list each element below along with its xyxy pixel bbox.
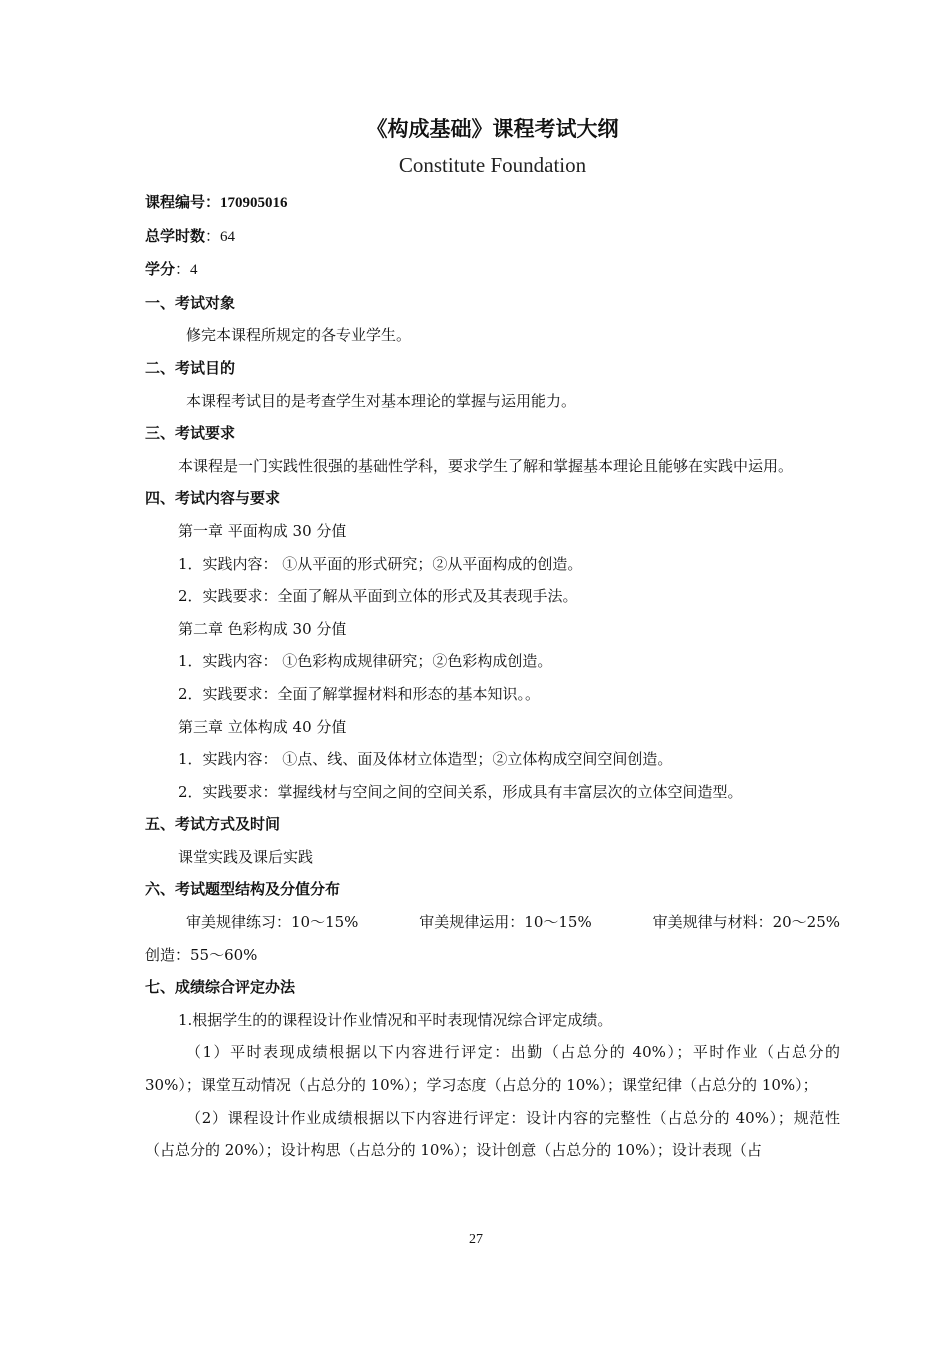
section-heading: 四、考试内容与要求 [145,489,281,508]
document-subtitle: Constitute Foundation [398,153,587,177]
section-heading: 三、考试要求 [145,424,236,443]
list-item: 2．实践要求：掌握线材与空间之间的空间关系，形成具有丰富层次的立体空间造型。 [178,782,743,801]
document-title: 《构成基础》课程考试大纲 [366,117,619,141]
total-hours-value: ：64 [205,228,236,245]
total-hours-label: 总学时数 [145,226,206,245]
document-page [145,112,840,1167]
list-item: 2．实践要求：全面了解从平面到立体的形式及其表现手法。 [178,587,578,606]
course-code [145,186,840,220]
score-item: 审美规律运用：10～15% [419,913,592,932]
chapter-title: 第三章 立体构成 40 分值 [178,717,347,736]
section-heading: 二、考试目的 [145,358,236,377]
list-item: 1．实践内容： ①点、线、面及体材立体造型；②立体构成空间空间创造。 [178,750,673,769]
list-item: 1．实践内容： ①色彩构成规律研究；②色彩构成创造。 [178,652,553,671]
section-heading: 六、考试题型结构及分值分布 [145,880,341,899]
credits [145,253,840,287]
chapter-title: 第一章 平面构成 30 分值 [178,521,347,540]
total-hours [145,220,840,254]
list-item: 2．实践要求：全面了解掌握材料和形态的基本知识。。 [178,684,541,703]
paragraph: 课堂实践及课后实践 [178,847,314,866]
page-number: 27 [469,1232,483,1247]
credits-value: ：4 [175,262,198,279]
section-heading: 五、考试方式及时间 [145,815,281,834]
course-code-label: 课程编号： [145,193,221,211]
score-distribution [145,906,840,939]
paragraph: 本课程考试目的是考查学生对基本理论的掌握与运用能力。 [186,391,577,410]
paragraph: （1）平时表现成绩根据以下内容进行评定：出勤（占总分的 40%）；平时作业（占总分的 30%）；课堂互动情况（占总分的 10%）；学习态度（占总分的 10%）；课堂纪律（占总分的 10%）； [145,1043,840,1095]
score-item: 审美规律练习：10～15% [186,913,359,932]
paragraph: 本课程是一门实践性很强的基础性学科，要求学生了解和掌握基本理论且能够在实践中运用。 [178,456,794,475]
section-heading: 七、成绩综合评定办法 [145,978,296,997]
credits-label: 学分 [145,260,176,279]
list-item: 1．实践内容： ①从平面的形式研究；②从平面构成的创造。 [178,554,583,573]
paragraph: （2）课程设计作业成绩根据以下内容进行评定：设计内容的完整性（占总分的 40%）；规范性（占总分的 20%）；设计构思（占总分的 10%）；设计创意（占总分的 10%）；设计表现（占 [145,1108,840,1160]
score-item: 创造：55～60% [145,945,258,964]
score-item: 审美规律与材料：20～25% [652,913,840,932]
course-code-value: 170905016 [220,195,288,211]
paragraph: 修完本课程所规定的各专业学生。 [186,326,412,345]
paragraph: 1.根据学生的的课程设计作业情况和平时表现情况综合评定成绩。 [178,1010,613,1029]
section-heading: 一、考试对象 [145,293,236,312]
chapter-title: 第二章 色彩构成 30 分值 [178,619,347,638]
